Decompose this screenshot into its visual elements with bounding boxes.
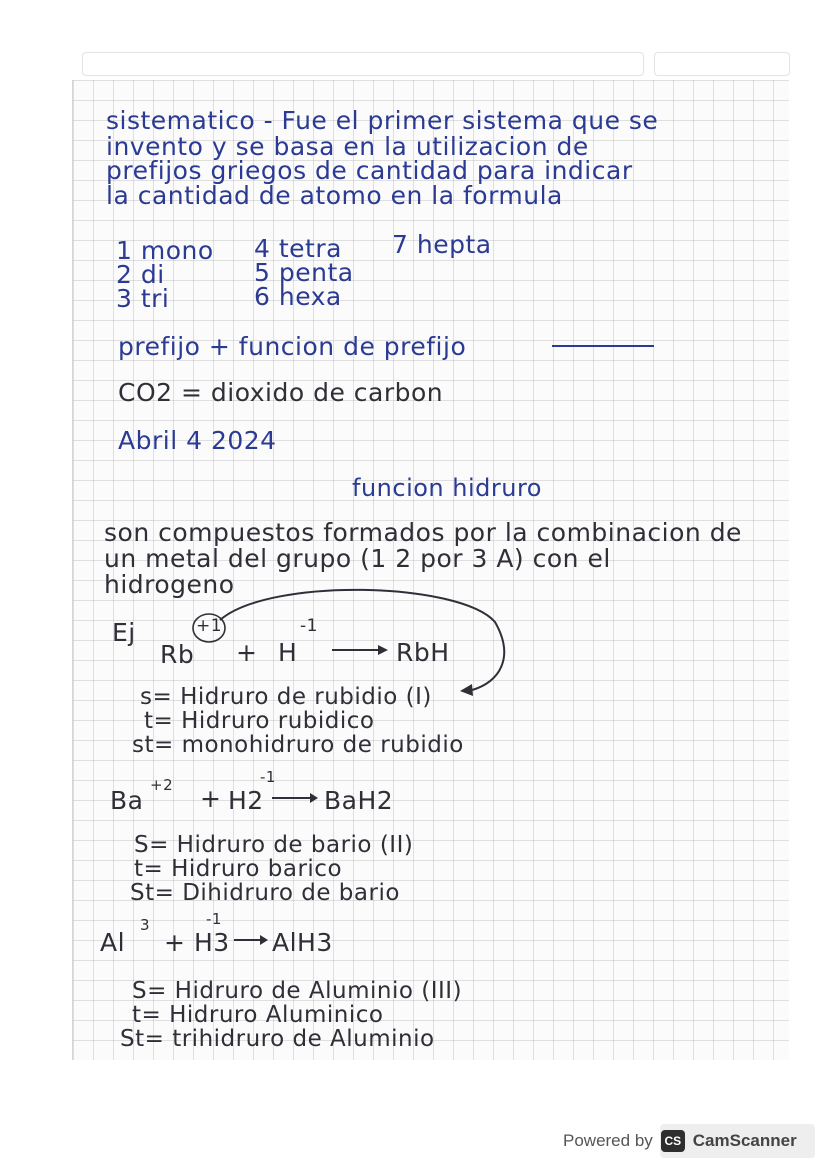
prefix-7: 7 hepta <box>392 230 492 259</box>
rb-hydrogen-charge: -1 <box>300 616 318 636</box>
rb-name-t: t= Hidruro rubidico <box>144 708 375 734</box>
rb-element: Rb <box>160 640 195 669</box>
al-element: Al <box>100 928 126 957</box>
ba-plus: + <box>200 784 222 813</box>
ba-hydrogen: H2 <box>228 786 264 815</box>
intro-line-1: sistematico - Fue el primer sistema que se <box>106 106 659 135</box>
notebook-header-tab-left <box>82 52 644 76</box>
rb-product: RbH <box>396 638 450 667</box>
rb-name-s: s= Hidruro de rubidio (I) <box>140 684 432 710</box>
rb-hydrogen: H <box>278 638 298 667</box>
rb-name-st: st= monohidruro de rubidio <box>132 732 464 758</box>
ba-charge: +2 <box>150 776 174 794</box>
ba-name-s: S= Hidruro de bario (II) <box>134 832 414 858</box>
al-charge: 3 <box>140 916 151 934</box>
al-arrow <box>232 930 272 950</box>
al-name-st: St= trihidruro de Aluminio <box>120 1026 435 1052</box>
al-name-s: S= Hidruro de Aluminio (III) <box>132 978 463 1004</box>
intro-line-3: prefijos griegos de cantidad para indicar <box>106 156 633 185</box>
ba-name-st: St= Dihidruro de bario <box>130 880 400 906</box>
prefix-1: 1 mono <box>116 236 214 265</box>
powered-by-text: Powered by <box>563 1131 653 1150</box>
ba-arrow <box>270 788 320 808</box>
camscanner-watermark <box>563 1124 815 1158</box>
section-title: funcion hidruro <box>352 474 542 502</box>
ba-hydrogen-charge: -1 <box>260 768 276 786</box>
al-product: AlH3 <box>272 928 333 957</box>
al-hydrogen: H3 <box>194 928 230 957</box>
al-name-t: t= Hidruro Aluminico <box>132 1002 384 1028</box>
prefix-3: 3 tri <box>116 284 170 313</box>
date: Abril 4 2024 <box>118 426 277 455</box>
intro-line-4: la cantidad de atomo en la formula <box>106 181 563 210</box>
notebook-header-tab-right <box>654 52 790 76</box>
definition-line-2: un metal del grupo (1 2 por 3 A) con el <box>104 544 611 573</box>
intro-line-2: invento y se basa en la utilizacion de <box>106 132 589 161</box>
rb-charge: +1 <box>196 616 223 636</box>
rb-plus: + <box>236 638 258 667</box>
prefix-6: 6 hexa <box>254 282 342 311</box>
camscanner-logo-icon: CS <box>661 1130 685 1152</box>
camscanner-brand: CamScanner <box>692 1131 797 1150</box>
al-plus: + <box>164 928 186 957</box>
ba-product: BaH2 <box>324 786 394 815</box>
blank-underline <box>550 340 660 352</box>
example-label: Ej <box>112 618 136 647</box>
definition-line-3: hidrogeno <box>104 570 235 599</box>
co2-example: CO2 = dioxido de carbon <box>118 378 444 407</box>
definition-line-1: son compuestos formados por la combinacion de <box>104 518 742 547</box>
prefix-5: 5 penta <box>254 258 354 287</box>
formula-rule: prefijo + funcion de prefijo <box>118 332 467 361</box>
al-hydrogen-charge: -1 <box>206 910 222 928</box>
ba-element: Ba <box>110 786 144 815</box>
prefix-4: 4 tetra <box>254 234 342 263</box>
prefix-2: 2 di <box>116 260 165 289</box>
ba-name-t: t= Hidruro barico <box>134 856 343 882</box>
